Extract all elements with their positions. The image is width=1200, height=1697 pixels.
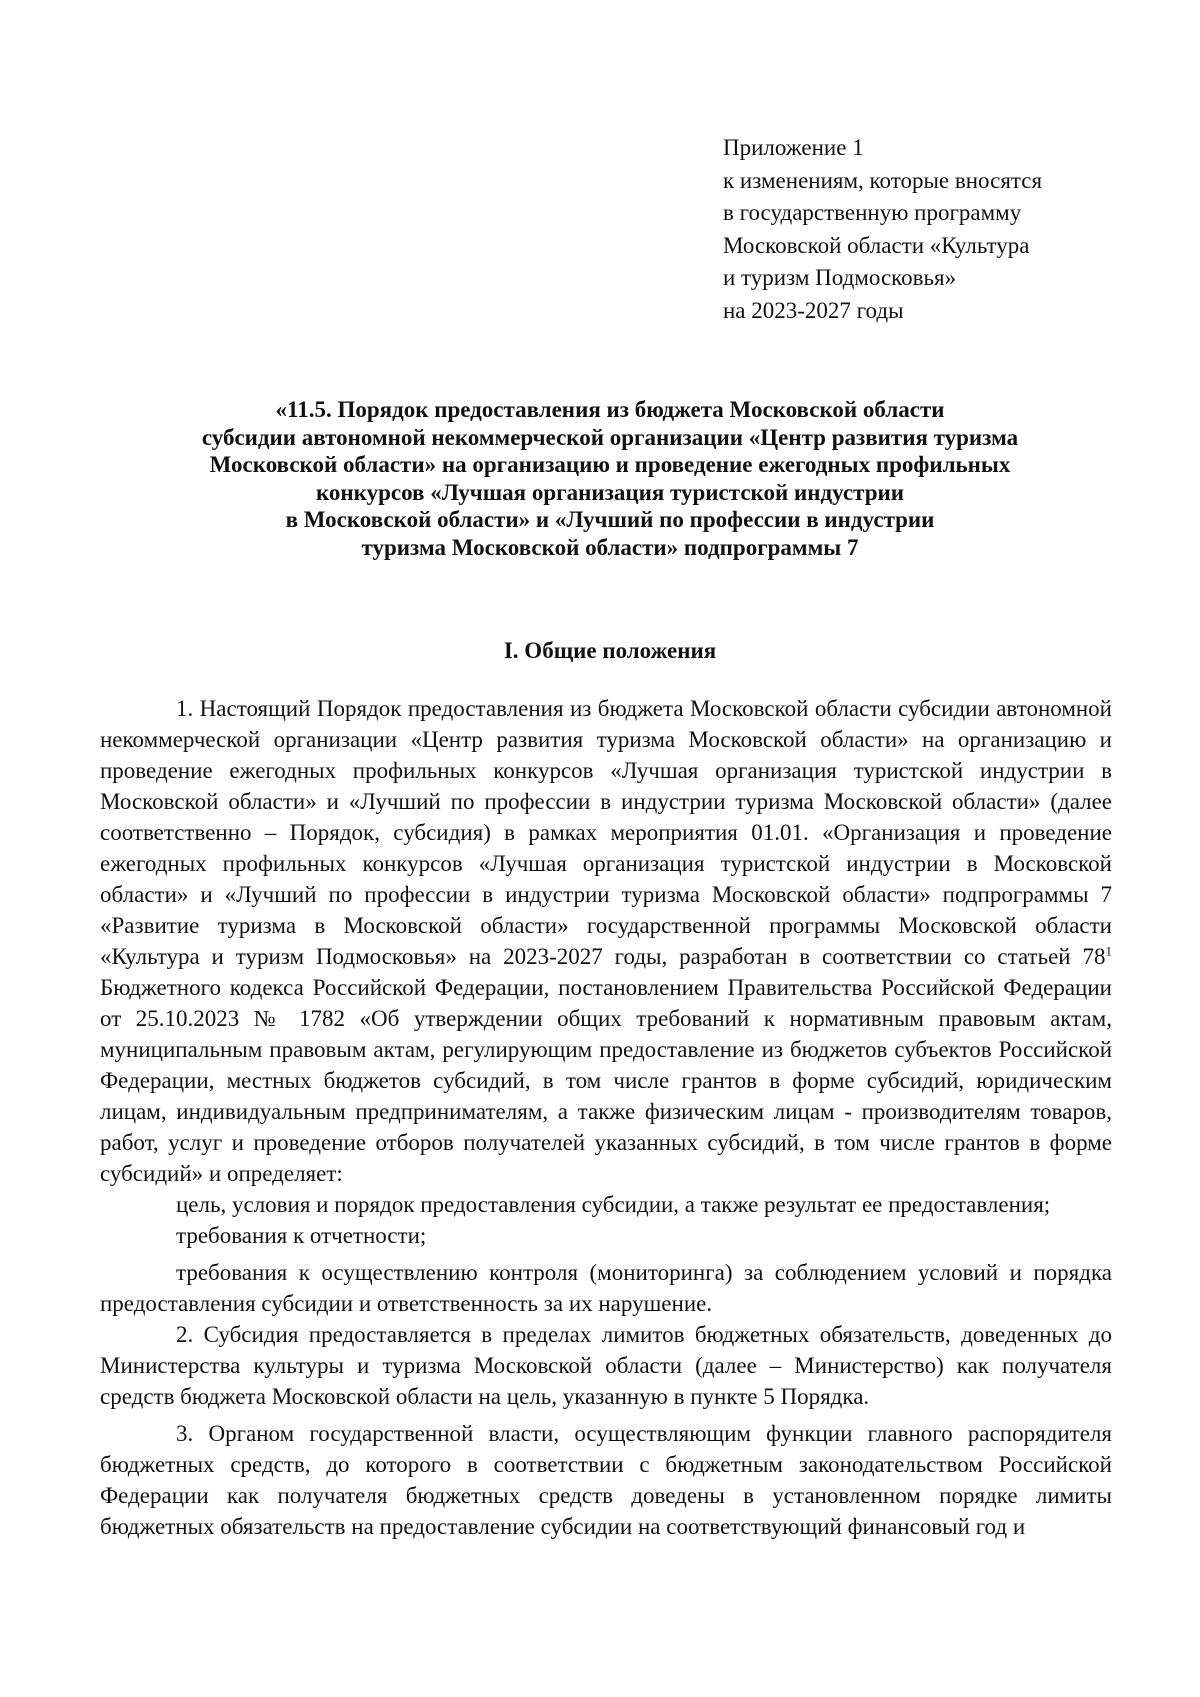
title-line: субсидии автономной некоммерческой организации «Центр развития туризма <box>201 424 1019 450</box>
list-item-control: требования к осуществлению контроля (мониторинга) за соблюдением условий и порядка предоставления субсидии и ответственность за их нарушение. <box>100 1260 1112 1316</box>
paragraph-1-text-continued: Бюджетного кодекса Российской Федерации, постановлением Правительства Российской Федерации от 25.10.2023 № 1782 «Об утверждении общих требований к нормативным правовым актам, муниципальным правовым актам, регулирующим предоставление из бюджетов субъектов Российской Федерации, местных бюджетов субсидий, в том числе грантов в форме субсидий, юридическим лицам, индивидуальным предпринимателям, а также физическим лицам - производителям товаров, работ, услуг и проведение отборов получателей указанных субсидий, в том числе грантов в форме субсидий» и определяет: <box>100 975 1112 1186</box>
appendix-line: в государственную программу <box>723 200 1022 225</box>
appendix-line: Приложение 1 <box>723 135 864 160</box>
title-line: Московской области» на организацию и проведение ежегодных профильных <box>209 452 1011 478</box>
title-line: туризма Московской области» подпрограммы 7 <box>361 534 859 560</box>
list-item-goal: цель, условия и порядок предоставления субсидии, а также результат ее предоставления; <box>176 1192 1051 1217</box>
paragraph-1-text: 1. Настоящий Порядок предоставления из бюджета Московской области субсидии автономной некоммерческой организации «Центр развития туризма Московской области» на организацию и проведение ежегодных профильных конкурсов «Лучшая организация туристской индустрии в Московской области» и «Лучший по профессии в индустрии туризма Московской области» (далее соответственно – Порядок, субсидия) в рамках мероприятия 01.01. «Организация и проведение ежегодных профильных конкурсов «Лучшая организация туристской индустрии в Московской области» и «Лучший по профессии в индустрии туризма Московской области» подпрограммы 7 «Развитие туризма в Московской области» государственной программы Московской области «Культура и туризм Подмосковья» на 2023-2027 годы, разработан в соответствии со статьей 78 <box>100 696 1112 969</box>
body-text <box>100 693 1112 1542</box>
article-superscript: 1 <box>1105 943 1112 959</box>
appendix-line: на 2023-2027 годы <box>723 297 904 323</box>
appendix-note <box>723 132 1123 327</box>
paragraph-2: 2. Субсидия предоставляется в пределах лимитов бюджетных обязательств, доведенных до Министерства культуры и туризма Московской области (далее – Министерство) как получателя средств бюджета Московской области на цель, указанную в пункте 5 Порядка. <box>100 1322 1112 1409</box>
appendix-line: и туризм Подмосковья» <box>723 265 957 290</box>
paragraph-1 <box>100 693 1112 1189</box>
paragraph-3: 3. Органом государственной власти, осуществляющим функции главного распорядителя бюджетных средств, до которого в соответствии с бюджетным законодательством Российской Федерации как получателя бюджетных средств доведены в установленном порядке лимиты бюджетных обязательств на предоставление субсидии на соответствующий финансовый год и <box>100 1421 1112 1539</box>
list-item-reporting: требования к отчетности; <box>176 1223 427 1248</box>
appendix-line: Московской области «Культура <box>723 232 1030 258</box>
title-line: «11.5. Порядок предоставления из бюджета Московской области <box>275 397 945 422</box>
title-line: в Московской области» и «Лучший по профессии в индустрии <box>285 507 935 533</box>
appendix-line: к изменениям, которые вносятся <box>723 167 1043 193</box>
document-title <box>150 396 1070 562</box>
title-line: конкурсов «Лучшая организация туристской индустрии <box>315 479 905 505</box>
section-heading: I. Общие положения <box>503 638 717 663</box>
